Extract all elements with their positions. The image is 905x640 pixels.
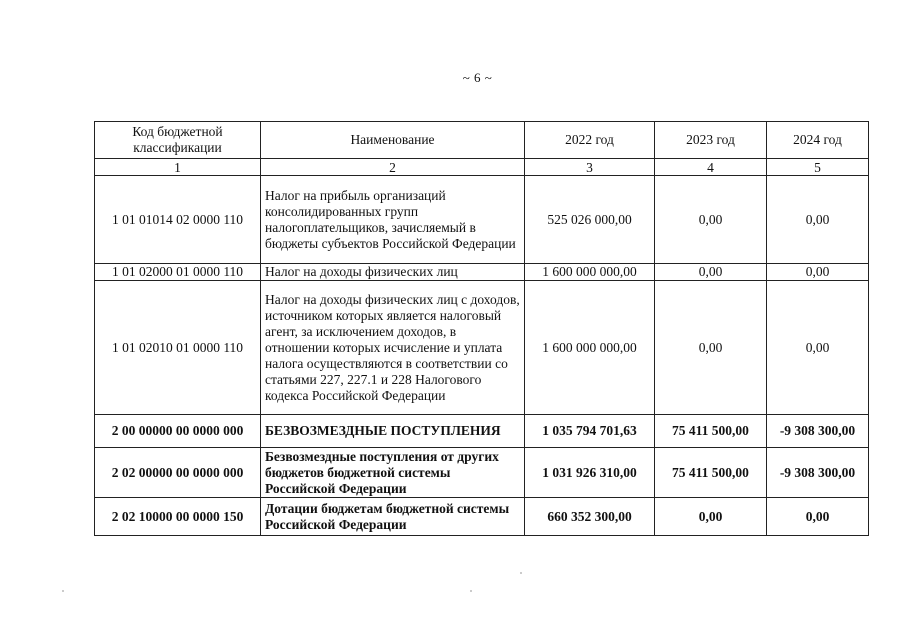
cell-2023: 0,00 bbox=[655, 176, 767, 264]
cell-name: Дотации бюджетам бюджетной системы Российской Федерации bbox=[261, 498, 525, 536]
cell-2023: 0,00 bbox=[655, 281, 767, 415]
column-number-row bbox=[95, 159, 869, 176]
header-row bbox=[95, 122, 869, 159]
table-row bbox=[95, 176, 869, 264]
table-header bbox=[95, 122, 869, 176]
cell-name: Налог на доходы физических лиц с доходов, источником которых является налоговый агент, за исключением доходов, в отношении которых исчисление и уплата налога осуществляются в соответствии со статьями 227, 227.1 и 228 Налогового кодекса Российской Федерации bbox=[261, 281, 525, 415]
cell-2023: 75 411 500,00 bbox=[655, 448, 767, 498]
cell-2023: 0,00 bbox=[655, 498, 767, 536]
cell-code: 1 01 02010 01 0000 110 bbox=[95, 281, 261, 415]
column-number: 2 bbox=[261, 159, 525, 176]
table-row bbox=[95, 448, 869, 498]
column-number: 3 bbox=[525, 159, 655, 176]
cell-name: Безвозмездные поступления от других бюджетов бюджетной системы Российской Федерации bbox=[261, 448, 525, 498]
cell-2024: 0,00 bbox=[767, 281, 869, 415]
cell-code: 1 01 01014 02 0000 110 bbox=[95, 176, 261, 264]
scan-speck bbox=[62, 590, 64, 592]
cell-2024: -9 308 300,00 bbox=[767, 448, 869, 498]
column-number: 4 bbox=[655, 159, 767, 176]
cell-2024: 0,00 bbox=[767, 498, 869, 536]
header-code: Код бюджетной классификации bbox=[95, 122, 261, 159]
cell-2022: 1 035 794 701,63 bbox=[525, 415, 655, 448]
cell-2022: 1 031 926 310,00 bbox=[525, 448, 655, 498]
cell-code: 2 02 10000 00 0000 150 bbox=[95, 498, 261, 536]
header-2022: 2022 год bbox=[525, 122, 655, 159]
cell-2022: 660 352 300,00 bbox=[525, 498, 655, 536]
column-number: 5 bbox=[767, 159, 869, 176]
cell-2022: 1 600 000 000,00 bbox=[525, 264, 655, 281]
cell-2023: 75 411 500,00 bbox=[655, 415, 767, 448]
cell-2023: 0,00 bbox=[655, 264, 767, 281]
page-number: ~ 6 ~ bbox=[462, 70, 493, 85]
cell-2024: 0,00 bbox=[767, 264, 869, 281]
cell-name: БЕЗВОЗМЕЗДНЫЕ ПОСТУПЛЕНИЯ bbox=[261, 415, 525, 448]
cell-2024: -9 308 300,00 bbox=[767, 415, 869, 448]
scan-speck bbox=[520, 572, 522, 574]
header-name: Наименование bbox=[261, 122, 525, 159]
table-row bbox=[95, 264, 869, 281]
cell-code: 2 02 00000 00 0000 000 bbox=[95, 448, 261, 498]
table-body bbox=[95, 176, 869, 536]
cell-code: 1 01 02000 01 0000 110 bbox=[95, 264, 261, 281]
cell-name: Налог на прибыль организаций консолидированных групп налогоплательщиков, зачисляемый в бюджеты субъектов Российской Федерации bbox=[261, 176, 525, 264]
table-row bbox=[95, 281, 869, 415]
cell-2022: 525 026 000,00 bbox=[525, 176, 655, 264]
table-row bbox=[95, 415, 869, 448]
cell-2022: 1 600 000 000,00 bbox=[525, 281, 655, 415]
cell-code: 2 00 00000 00 0000 000 bbox=[95, 415, 261, 448]
budget-table bbox=[94, 121, 869, 536]
scan-speck bbox=[470, 590, 472, 592]
cell-name: Налог на доходы физических лиц bbox=[261, 264, 525, 281]
cell-2024: 0,00 bbox=[767, 176, 869, 264]
column-number: 1 bbox=[95, 159, 261, 176]
table-row bbox=[95, 498, 869, 536]
header-2023: 2023 год bbox=[655, 122, 767, 159]
header-2024: 2024 год bbox=[767, 122, 869, 159]
